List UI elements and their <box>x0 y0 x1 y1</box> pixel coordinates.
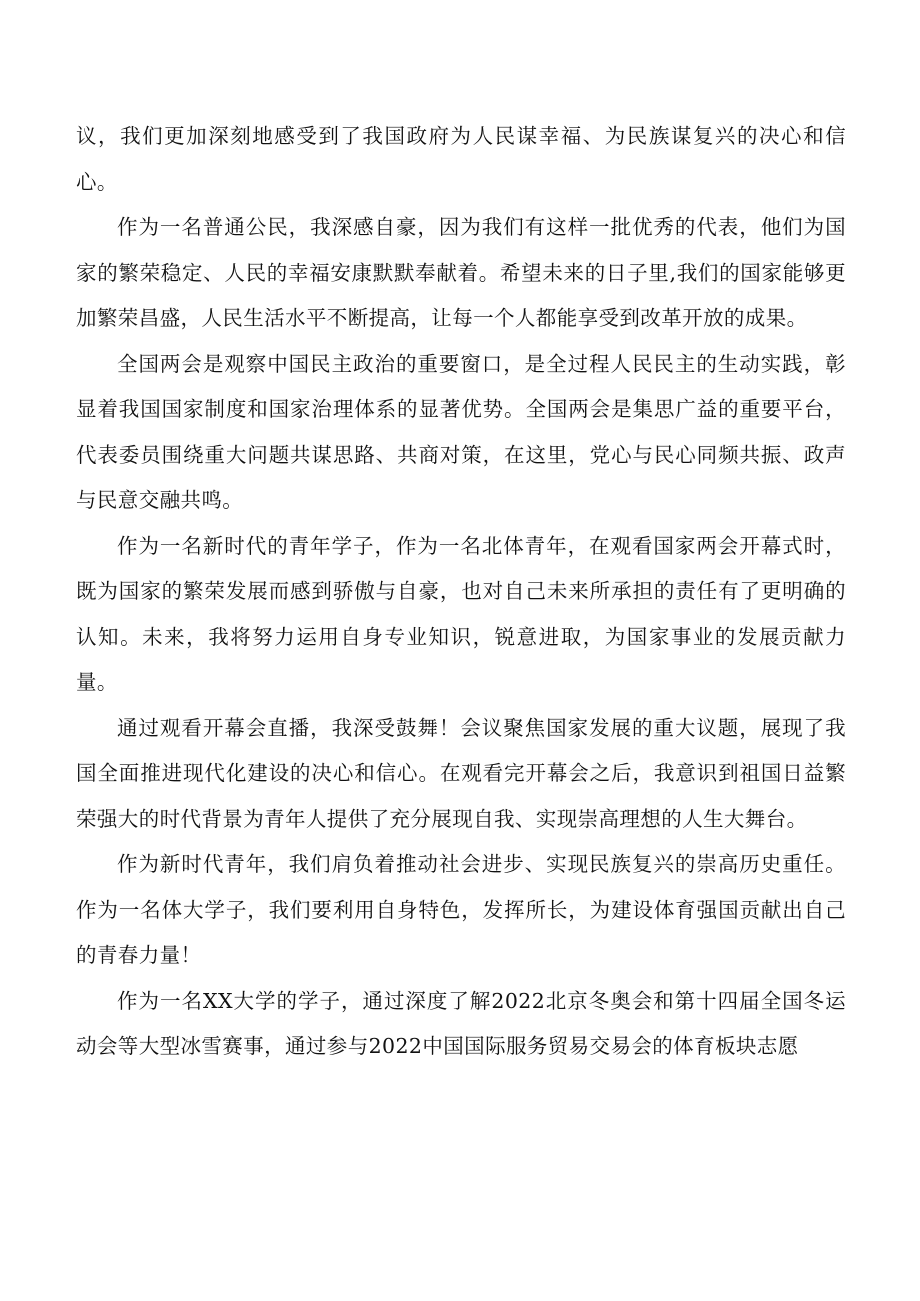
paragraph-1: 议，我们更加深刻地感受到了我国政府为人民谋幸福、为民族谋复兴的决心和信心。 <box>76 124 846 194</box>
paragraph-2: 作为一名普通公民，我深感自豪，因为我们有这样一批优秀的代表，他们为国家的繁荣稳定、人民的幸福安康默默奉献着。希望未来的日子里,我们的国家能够更加繁荣昌盛，人民生活水平不断提高，让每一个人都能享受到改革开放的成果。 <box>76 215 846 330</box>
paragraph-5: 通过观看开幕会直播，我深受鼓舞！会议聚焦国家发展的重大议题，展现了我国全面推进现代化建设的决心和信心。在观看完开幕会之后，我意识到祖国日益繁荣强大的时代背景为青年人提供了充分展现自我、实现崇高理想的人生大舞台。 <box>76 715 846 831</box>
document-body <box>76 114 846 1070</box>
paragraph-4: 作为一名新时代的青年学子，作为一名北体青年，在观看国家两会开幕式时，既为国家的繁荣发展而感到骄傲与自豪，也对自己未来所承担的责任有了更明确的认知。未来，我将努力运用自身专业知识，锐意进取，为国家事业的发展贡献力量。 <box>76 533 846 694</box>
paragraph-6: 作为新时代青年，我们肩负着推动社会进步、实现民族复兴的崇高历史重任。作为一名体大学子，我们要利用自身特色，发挥所长，为建设体育强国贡献出自己的青春力量！ <box>76 852 846 967</box>
paragraph-7: 作为一名XX大学的学子，通过深度了解2022北京冬奥会和第十四届全国冬运动会等大型冰雪赛事，通过参与2022中国国际服务贸易交易会的体育板块志愿 <box>76 988 846 1058</box>
paragraph-3: 全国两会是观察中国民主政治的重要窗口，是全过程人民民主的生动实践，彰显着我国国家制度和国家治理体系的显著优势。全国两会是集思广益的重要平台，代表委员围绕重大问题共谋思路、共商对策，在这里，党心与民心同频共振、政声与民意交融共鸣。 <box>76 351 846 512</box>
